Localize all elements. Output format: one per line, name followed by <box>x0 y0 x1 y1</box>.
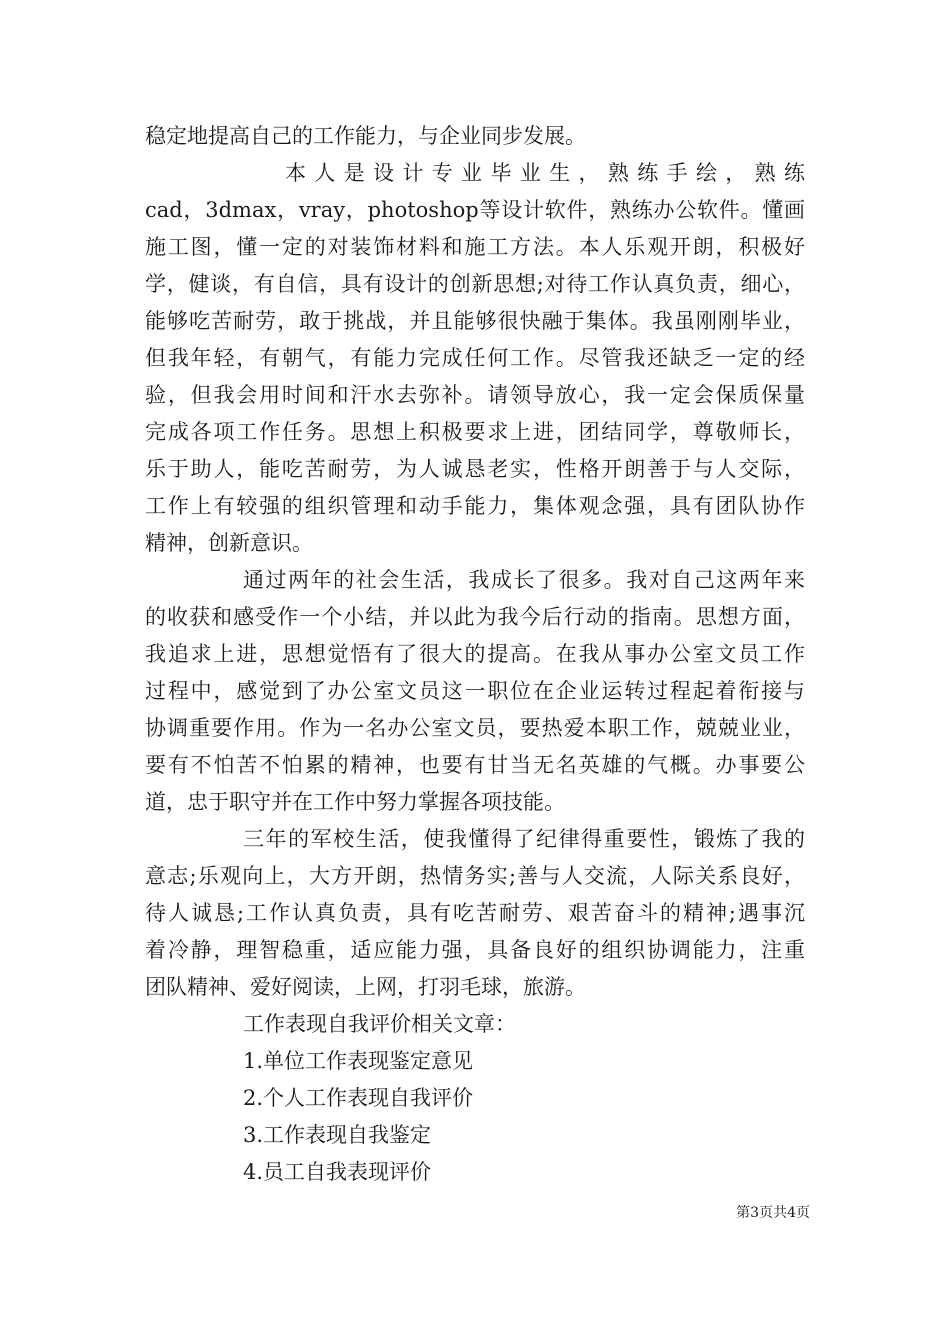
body-line: 三年的军校生活，使我懂得了纪律得重要性，锻炼了我的 <box>243 827 805 851</box>
body-line: 学，健谈，有自信，具有设计的创新思想;对待工作认真负责，细心， <box>145 272 805 296</box>
body-line: 本人是设计专业毕业生，熟练手绘，熟练 <box>285 161 805 185</box>
body-line: 意志;乐观向上，大方开朗，热情务实;善与人交流，人际关系良好， <box>145 864 805 888</box>
body-line: 稳定地提高自己的工作能力，与企业同步发展。 <box>145 124 586 148</box>
body-line: 的收获和感受作一个小结，并以此为我今后行动的指南。思想方面， <box>145 605 805 629</box>
page-number: 第3页共4页 <box>736 1205 810 1221</box>
body-line: 协调重要作用。作为一名办公室文员，要热爱本职工作，兢兢业业， <box>145 716 805 740</box>
body-line: 乐于助人，能吃苦耐劳，为人诚恳老实，性格开朗善于与人交际， <box>145 457 805 481</box>
body-line: 过程中，感觉到了办公室文员这一职位在企业运转过程起着衔接与 <box>145 679 805 703</box>
body-line: 待人诚恳;工作认真负责，具有吃苦耐劳、艰苦奋斗的精神;遇事沉 <box>145 901 805 925</box>
related-article-link[interactable]: 2.个人工作表现自我评价 <box>243 1086 474 1110</box>
related-articles-heading: 工作表现自我评价相关文章： <box>243 1012 516 1036</box>
body-line: 但我年轻，有朝气，有能力完成任何工作。尽管我还缺乏一定的经 <box>145 346 805 370</box>
body-line: 团队精神、爱好阅读，上网，打羽毛球，旅游。 <box>145 975 586 999</box>
body-line: 验，但我会用时间和汗水去弥补。请领导放心，我一定会保质保量 <box>145 383 805 407</box>
body-line: 能够吃苦耐劳，敢于挑战，并且能够很快融于集体。我虽刚刚毕业， <box>145 309 805 333</box>
body-line: cad，3dmax，vray，photoshop等设计软件，熟练办公软件。懂画 <box>145 198 805 222</box>
related-article-link[interactable]: 4.员工自我表现评价 <box>243 1160 432 1184</box>
related-article-link[interactable]: 1.单位工作表现鉴定意见 <box>243 1049 474 1073</box>
body-line: 完成各项工作任务。思想上积极要求上进，团结同学，尊敬师长， <box>145 420 805 444</box>
body-line: 通过两年的社会生活，我成长了很多。我对自己这两年来 <box>243 568 805 592</box>
body-line: 工作上有较强的组织管理和动手能力，集体观念强，具有团队协作 <box>145 494 805 518</box>
body-line: 道，忠于职守并在工作中努力掌握各项技能。 <box>145 790 565 814</box>
body-line: 我追求上进，思想觉悟有了很大的提高。在我从事办公室文员工作 <box>145 642 805 666</box>
body-line: 着冷静，理智稳重，适应能力强，具备良好的组织协调能力，注重 <box>145 938 805 962</box>
body-line: 精神，创新意识。 <box>145 531 313 555</box>
related-article-link[interactable]: 3.工作表现自我鉴定 <box>243 1123 432 1147</box>
body-line: 施工图，懂一定的对装饰材料和施工方法。本人乐观开朗，积极好 <box>145 235 805 259</box>
body-line: 要有不怕苦不怕累的精神，也要有甘当无名英雄的气概。办事要公 <box>145 753 805 777</box>
